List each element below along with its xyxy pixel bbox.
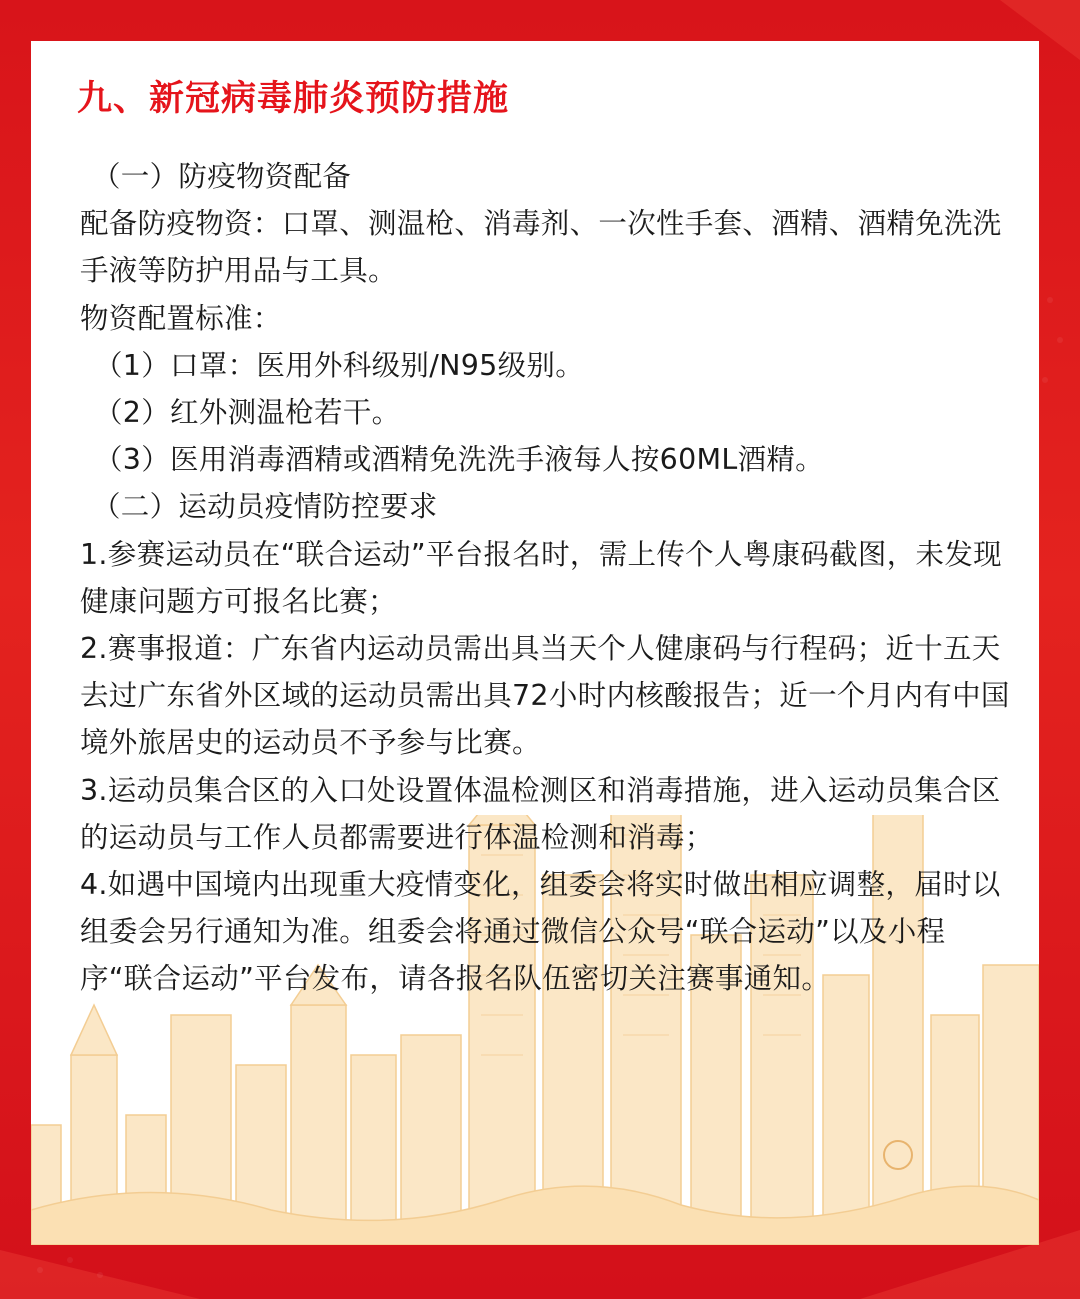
standard-item-3: （3）医用消毒酒精或酒精免洗洗手液每人按60ML酒精。 bbox=[94, 443, 824, 477]
supplies-intro-paragraph: 配备防疫物资：口罩、测温枪、消毒剂、一次性手套、酒精、酒精免洗洗手液等防护用品与工具。 bbox=[80, 207, 1002, 288]
standard-item-1: （1）口罩：医用外科级别/N95级别。 bbox=[94, 348, 585, 382]
athlete-item-3: 3.运动员集合区的入口处设置体温检测区和消毒措施，进入运动员集合区的运动员与工作人员都需要进行体温检测和消毒； bbox=[80, 773, 1001, 854]
athlete-item-1: 1.参赛运动员在“联合运动”平台报名时，需上传个人粤康码截图，未发现健康问题方可报名比赛； bbox=[80, 537, 1002, 618]
section-heading-athletes: （二）运动员疫情防控要求 bbox=[92, 490, 438, 524]
standard-item-2: （2）红外测温枪若干。 bbox=[94, 396, 401, 430]
page-title: 九、新冠病毒肺炎预防措施 bbox=[77, 79, 510, 119]
athlete-item-4: 4.如遇中国境内出现重大疫情变化，组委会将实时做出相应调整，届时以组委会另行通知为准。组委会将通过微信公众号“联合运动”以及小程序“联合运动”平台发布，请各报名队伍密切关注赛事通知。 bbox=[80, 868, 1001, 996]
section-heading-supplies: （一）防疫物资配备 bbox=[92, 160, 352, 193]
content-body bbox=[80, 153, 1010, 1003]
athlete-item-2: 2.赛事报道：广东省内运动员需出具当天个人健康码与行程码；近十五天去过广东省外区域的运动员需出具72小时内核酸报告；近一个月内有中国境外旅居史的运动员不予参与比赛。 bbox=[80, 632, 1010, 760]
standard-heading: 物资配置标准： bbox=[80, 301, 282, 335]
content-card bbox=[31, 41, 1039, 1245]
